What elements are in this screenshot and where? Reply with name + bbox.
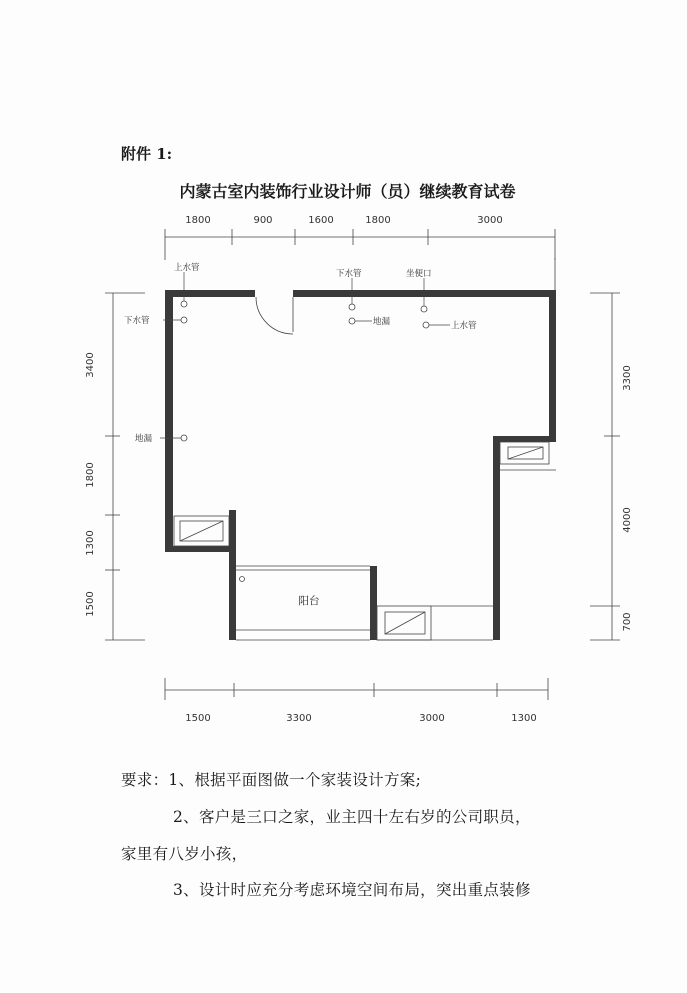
toilet-outlet-label: 坐便口 <box>406 269 432 279</box>
supply-pipe-right-marker <box>423 322 429 328</box>
balcony-fixture-marker <box>240 577 245 582</box>
balcony-label: 阳台 <box>298 595 320 607</box>
requirement-line-3: 家里有八岁小孩， <box>121 845 248 863</box>
drain-pipe-top-label: 下水管 <box>336 269 362 279</box>
requirement-line-4: 3、设计时应充分考虑环境空间布局，突出重点装修 <box>173 881 531 899</box>
door <box>256 297 293 334</box>
supply-pipe-top-label: 上水管 <box>174 263 200 273</box>
dim-left-3: 1300 <box>85 530 96 556</box>
walls <box>165 290 556 640</box>
attachment-label: 附件 1: <box>121 145 173 163</box>
dim-right-2: 4000 <box>622 507 633 533</box>
dim-top-1: 1800 <box>185 215 211 226</box>
floor-drain-left-marker <box>181 435 187 441</box>
dim-top-4: 1800 <box>365 215 391 226</box>
requirement-line-1: 要求：1、根据平面图做一个家装设计方案; <box>121 771 422 789</box>
dim-top-3: 1600 <box>308 215 334 226</box>
requirement-line-2: 2、客户是三口之家，业主四十左右岁的公司职员， <box>173 808 531 826</box>
dim-bottom-2: 3300 <box>286 713 312 724</box>
toilet-outlet-marker <box>421 306 427 312</box>
dim-left-4: 1500 <box>85 591 96 617</box>
dim-bottom-1: 1500 <box>185 713 211 724</box>
floor-drain-left-label: 地漏 <box>135 434 153 444</box>
dim-right-3: 700 <box>622 612 633 632</box>
dim-right-1: 3300 <box>622 365 633 391</box>
supply-pipe-marker <box>181 301 187 307</box>
dim-left-2: 1800 <box>85 462 96 488</box>
dim-top-2: 900 <box>253 215 273 226</box>
dim-left-1: 3400 <box>85 352 96 378</box>
document-title: 内蒙古室内装饰行业设计师（员）继续教育试卷 <box>179 182 516 201</box>
drain-pipe-left-label: 下水管 <box>124 316 150 326</box>
drain-pipe-top-marker <box>349 304 355 310</box>
dim-bottom-4: 1300 <box>511 713 537 724</box>
drain-pipe-marker <box>181 317 187 323</box>
dim-top-5: 3000 <box>477 215 503 226</box>
floor-drain-top-marker <box>349 318 355 324</box>
supply-pipe-right-label: 上水管 <box>451 321 477 331</box>
floor-drain-top-label: 地漏 <box>373 317 391 327</box>
dim-bottom-3: 3000 <box>419 713 445 724</box>
